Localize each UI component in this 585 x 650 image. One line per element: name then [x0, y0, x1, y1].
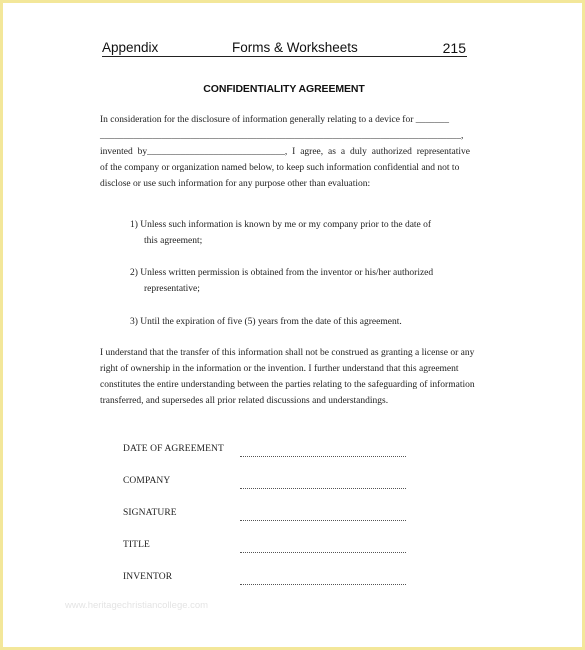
condition-number: 1)	[130, 220, 138, 230]
condition-item	[130, 265, 433, 297]
condition-number: 2)	[130, 268, 138, 278]
closing-line: constitutes the entire understanding between the parties relating to the safeguarding of information	[100, 380, 475, 390]
closing-paragraph	[100, 345, 475, 409]
header-rule	[102, 56, 467, 57]
page-number: 215	[442, 40, 466, 56]
intro-line: In consideration for the disclosure of information generally relating to a device for _______	[100, 115, 450, 125]
field-label: COMPANY	[123, 476, 171, 486]
field-label: TITLE	[123, 540, 150, 550]
intro-line: ____________________________________________________________________________,	[100, 131, 464, 141]
condition-text: representative;	[144, 284, 200, 294]
intro-paragraph	[100, 112, 470, 192]
closing-line: right of ownership in the information or the invention. I further understand that this agreement	[100, 364, 459, 374]
company-blank[interactable]	[240, 488, 406, 489]
field-label: DATE OF AGREEMENT	[123, 444, 224, 454]
intro-line: of the company or organization named below, to keep such information confidential and not to	[100, 163, 460, 173]
document-page	[3, 3, 582, 647]
signature-blank[interactable]	[240, 520, 406, 521]
intro-line: invented by_____________________________, I agree, as a duly authorized representative	[100, 147, 470, 157]
watermark: www.heritagechristiancollege.com	[65, 600, 209, 611]
document-title: CONFIDENTIALITY AGREEMENT	[203, 83, 365, 95]
condition-item	[130, 217, 431, 249]
field-label: SIGNATURE	[123, 508, 177, 518]
field-signature	[123, 508, 423, 540]
intro-line: disclose or use such information for any purpose other than evaluation:	[100, 179, 371, 189]
inventor-blank[interactable]	[240, 584, 406, 585]
date-of-agreement-blank[interactable]	[240, 456, 406, 457]
closing-line: I understand that the transfer of this information shall not be construed as granting a license or any	[100, 348, 475, 358]
condition-text: Until the expiration of five (5) years from the date of this agreement.	[140, 317, 402, 327]
header-chapter-title: Forms & Worksheets	[232, 40, 358, 55]
field-title	[123, 540, 423, 572]
condition-text: Unless written permission is obtained from the inventor or his/her authorized	[140, 268, 434, 278]
field-company	[123, 476, 423, 508]
condition-text: this agreement;	[144, 236, 203, 246]
condition-item	[130, 314, 402, 330]
condition-number: 3)	[130, 317, 138, 327]
header-section-name: Appendix	[102, 40, 159, 55]
signature-fields	[123, 444, 423, 604]
closing-line: transferred, and supersedes all prior related discussions and understandings.	[100, 396, 389, 406]
condition-text: Unless such information is known by me or my company prior to the date of	[140, 220, 432, 230]
field-label: INVENTOR	[123, 572, 173, 582]
title-blank[interactable]	[240, 552, 406, 553]
field-date-of-agreement	[123, 444, 423, 476]
